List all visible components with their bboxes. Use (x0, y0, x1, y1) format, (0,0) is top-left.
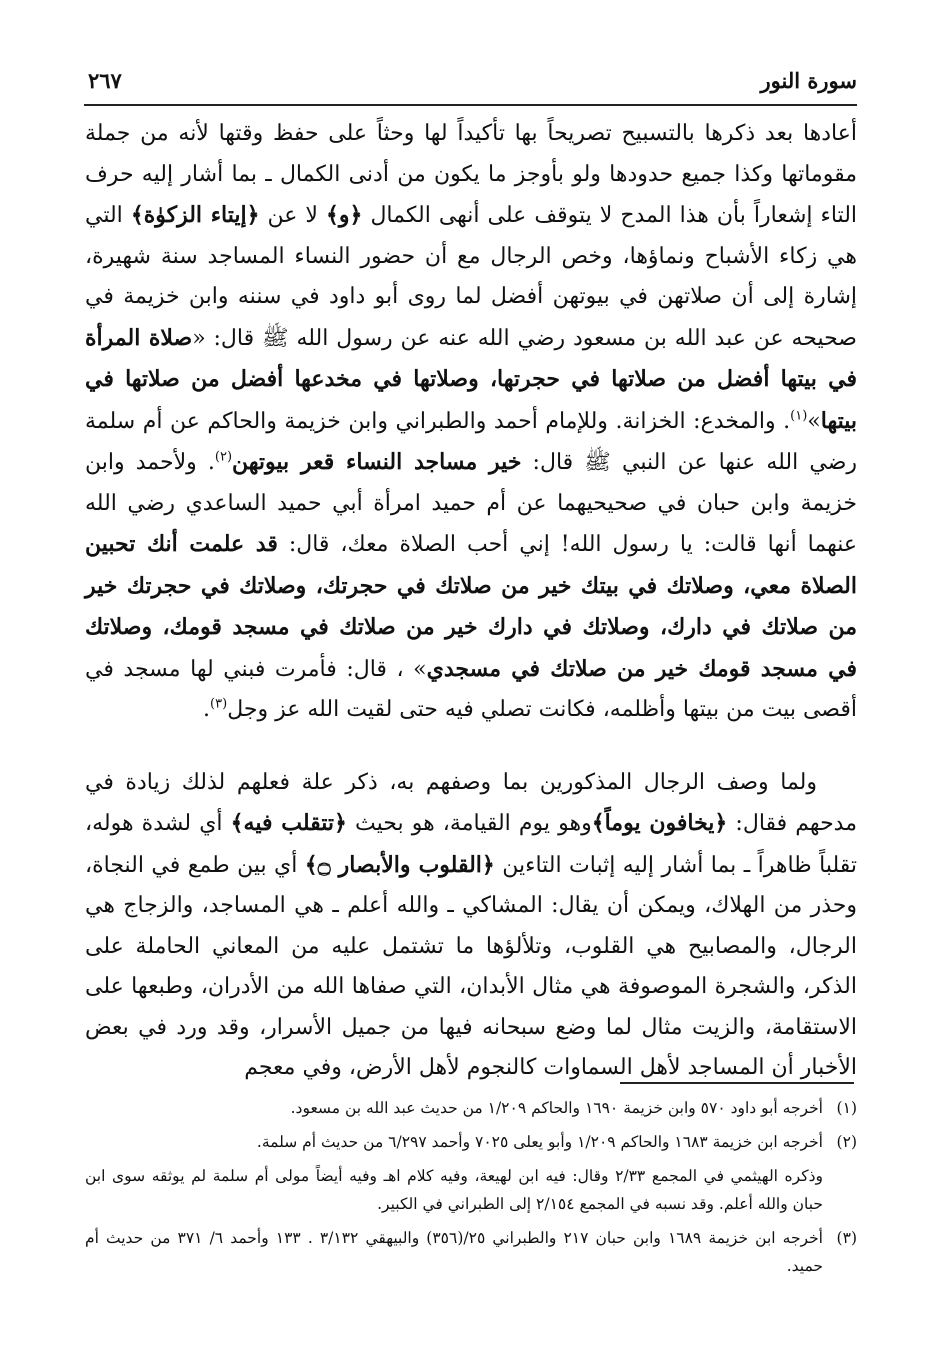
footnote-1 (85, 1094, 857, 1122)
quran-quote: ﴿القلوب والأبصار ۝﴾ (304, 851, 495, 878)
footnote-3 (85, 1224, 857, 1280)
footnote-mark: (٢) (836, 1133, 857, 1151)
footnote-2-continuation: وذكره الهيثمي في المجمع ٢/٣٣ وقال: فيه ابن لهيعة، وفيه كلام اهـ وفيه أيضاً مولى أم سلمة لم يوثقه سوى ابن حبان والله أعلم. وقد نسبه في المجمع ٢/١٥٤ إلى الطبراني في الكبير. (85, 1167, 823, 1213)
footnotes (85, 1094, 857, 1286)
text-run: وهو يوم القيامة، هو بحيث (346, 811, 592, 836)
header-rule (84, 104, 857, 106)
text-run: . والمخدع: الخزانة. وللإمام أحمد والطبراني وابن خزيمة والحاكم عن أم سلمة رضي الله عنها عن النبي ﷺ قال: (85, 408, 857, 475)
footnote-text: أخرجه أبو داود ٥٧٠ وابن خزيمة ١٦٩٠ والحاكم ١/٢٠٩ من حديث عبد الله بن مسعود. (290, 1099, 823, 1117)
hadith-quote: خير مساجد النساء قعر بيوتهن (232, 449, 522, 475)
text-run: أعادها بعد ذكرها بالتسبيح تصريحاً بها تأكيداً لها وحثاً على حفظ وقتها لأنه من جملة مقوماتها وكذا جميع حدودها ولو بأوجز ما يكون من أدنى الكمال ـ بما أشار إليه حرف التاء إشعاراً بأن هذا المدح لا يتوقف على أنهى الكمال (85, 121, 858, 228)
text-run: أي لشدة هوله، تقلباً ظاهراً ـ بما أشار إليه إثبات التاءين (85, 811, 857, 878)
quran-quote: ﴿يخافون يوماً﴾ (591, 810, 728, 836)
text-run: . (203, 697, 211, 722)
text-run: التي هي زكاء الأشباح ونماؤها، وخص الرجال مع أن حضور النساء المساجد سنة شهيرة، إشارة إلى أن صلاتهن في بيوتهن أفضل لما روى أبو داود في سننه وابن خزيمة في صحيحه عن عبد الله بن مسعود رضي الله عنه عن رسول الله ﷺ قال: « (85, 203, 857, 351)
footnote-2 (85, 1128, 857, 1156)
text-run: لا عن (259, 203, 327, 228)
main-text (85, 114, 857, 1089)
hadith-quote: قد علمت أنك تحبين الصلاة معي، وصلاتك في بيتك خير من صلاتك في حجرتك، وصلاتك في حجرتك خير من صلاتك في دارك، وصلاتك في دارك خير من صلاتك في مسجد قومك، وصلاتك في مسجد قومك خير من صلاتك في مسجدي (85, 531, 857, 682)
quran-quote: ﴿إيتاء الزكوٰة﴾ (130, 202, 260, 228)
page-number: ٢٦٧ (88, 68, 122, 93)
paragraph-1 (85, 114, 857, 731)
text-run: » (807, 408, 821, 434)
hadith-quote: صلاة المرأة في بيتها أفضل من صلاتها في حجرتها، وصلاتها في مخدعها أفضل من صلاتها في بيتها (85, 324, 857, 434)
quran-quote: ﴿و﴾ (326, 202, 363, 228)
paragraph-2 (85, 763, 857, 1089)
footnote-mark: (١) (836, 1099, 857, 1117)
quran-quote: ﴿تتقلب فيه﴾ (230, 810, 347, 836)
text-run: ولما وصف الرجال المذكورين بما وصفهم به، ذكر علة فعلهم لذلك زيادة في مدحهم فقال: (85, 769, 857, 836)
text-run: أي بين طمع في النجاة، وحذر من الهلاك، ويمكن أن يقال: المشاكي ـ والله أعلم ـ هي المساجد، والزجاج هي الرجال، والمصابيح هي القلوب، وتلألؤها ما تشتمل عليه من المعاني الحاملة على الذكر، والشجرة الموصوفة هي مثال الأبدان، التي صفاها الله من الأدران، وطبعها على الاستقامة، والزيت مثال لما وضع سبحانه فيها من جميل الأسرار، وقد ورد في بعض الأخبار أن المساجد لأهل السماوات كالنجوم لأهل الأرض، وفي معجم (85, 852, 857, 1080)
text-run: . ولأحمد وابن خزيمة وابن حبان في صحيحيهما عن أم حميد امرأة أبي حميد الساعدي رضي الله عنهما أنها قالت: يا رسول الله! إني أحب الصلاة معك، قال: (85, 450, 858, 557)
text-run: » ، قال: فأمرت فبني لها مسجد في أقصى بيت من بيتها وأظلمه، فكانت تصلي فيه حتى لقيت الله عز وجل (85, 656, 857, 722)
footnote-ref: (١) (790, 408, 808, 424)
footnote-mark: (٣) (836, 1229, 857, 1247)
footnote-ref: (٣) (210, 696, 228, 712)
footnote-text: أخرجه ابن خزيمة ١٦٨٩ وابن حبان ٢١٧ والطبراني ٢٥/(٣٥٦) والبيهقي ٣/١٣٢ . ١٣٣ وأحمد ٦/ ٣٧١ من حديث أم حميد. (85, 1229, 823, 1275)
running-header-surah-title: سورة النور (760, 68, 857, 93)
footnote-text: أخرجه ابن خزيمة ١٦٨٣ والحاكم ١/٢٠٩ وأبو يعلى ٧٠٢٥ وأحمد ٦/٢٩٧ من حديث أم سلمة. (256, 1133, 823, 1151)
footnote-separator (620, 1082, 854, 1084)
footnote-ref: (٢) (214, 449, 233, 465)
